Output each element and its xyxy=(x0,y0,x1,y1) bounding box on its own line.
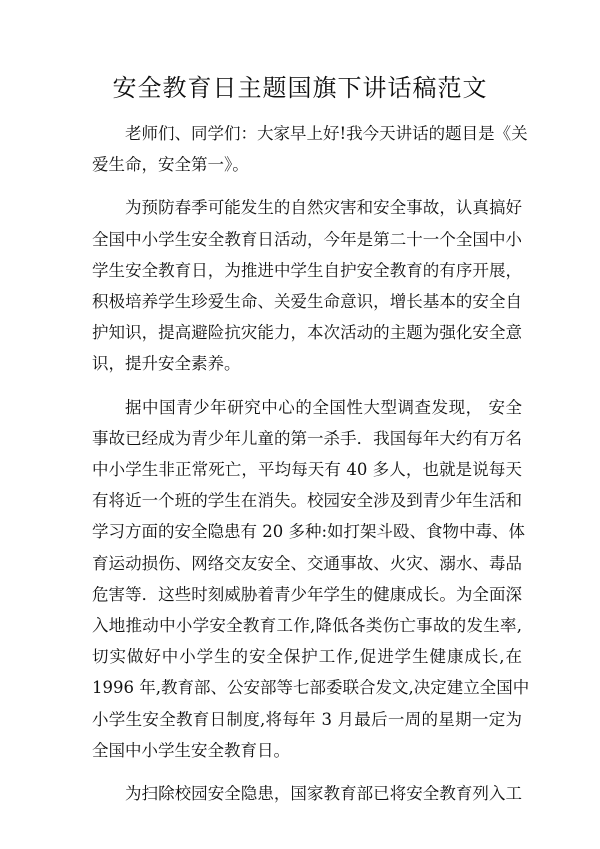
text-line: 有将近一个班的学生在消失。校园安全涉及到青少年生活和 xyxy=(92,491,522,511)
paragraph-purpose xyxy=(92,192,522,379)
paragraph-survey xyxy=(92,392,530,766)
document-body xyxy=(92,118,530,821)
text-line: 学生安全教育日，为推进中学生自护安全教育的有序开展， xyxy=(92,260,522,280)
text-line: 积极培养学生珍爱生命、关爱生命意识，增长基本的安全自 xyxy=(92,292,522,312)
text-line: 小学生安全教育日制度,将每年 3 月最后一周的星期一定为 xyxy=(92,709,522,729)
text-line: 育运动损伤、网络交友安全、交通事故、火灾、溺水、毒品 xyxy=(92,553,522,573)
text-line: 学习方面的安全隐患有 20 多种:如打架斗殴、食物中毒、体 xyxy=(92,522,526,542)
text-line: 全国中小学生安全教育日。 xyxy=(92,740,290,760)
text-line: 护知识，提高避险抗灾能力，本次活动的主题为强化安全意 xyxy=(92,323,522,343)
text-line: 全国中小学生安全教育日活动，今年是第二十一个全国中小 xyxy=(92,229,522,249)
text-line: 为扫除校园安全隐患，国家教育部已将安全教育列入工 xyxy=(125,784,522,804)
text-line: 识，提升安全素养。 xyxy=(92,354,241,374)
text-line: 事故已经成为青少年儿童的第一杀手．我国每年大约有万名 xyxy=(92,428,522,448)
text-line: 1996 年,教育部、公安部等七部委联合发文,决定建立全国中 xyxy=(92,678,530,698)
text-line: 爱生命，安全第一》。 xyxy=(92,155,249,175)
text-line: 据中国青少年研究中心的全国性大型调查发现， 安全 xyxy=(125,397,522,417)
text-line: 老师们、同学们：大家早上好!我今天讲话的题目是《关 xyxy=(125,124,528,143)
paragraph-greeting xyxy=(92,118,528,180)
text-line: 为预防春季可能发生的自然灾害和安全事故，认真搞好 xyxy=(125,198,522,218)
text-line: 中小学生非正常死亡，平均每天有 40 多人，也就是说每天 xyxy=(92,460,522,480)
text-line: 危害等．这些时刻威胁着青少年学生的健康成长。为全面深 xyxy=(92,584,522,604)
text-line: 入地推动中小学安全教育工作,降低各类伤亡事故的发生率, xyxy=(92,616,522,636)
paragraph-measures xyxy=(92,778,522,809)
document-title: 安全教育日主题国旗下讲话稿范文 xyxy=(112,74,488,102)
text-line: 切实做好中小学生的安全保护工作,促进学生健康成长,在 xyxy=(92,647,522,667)
